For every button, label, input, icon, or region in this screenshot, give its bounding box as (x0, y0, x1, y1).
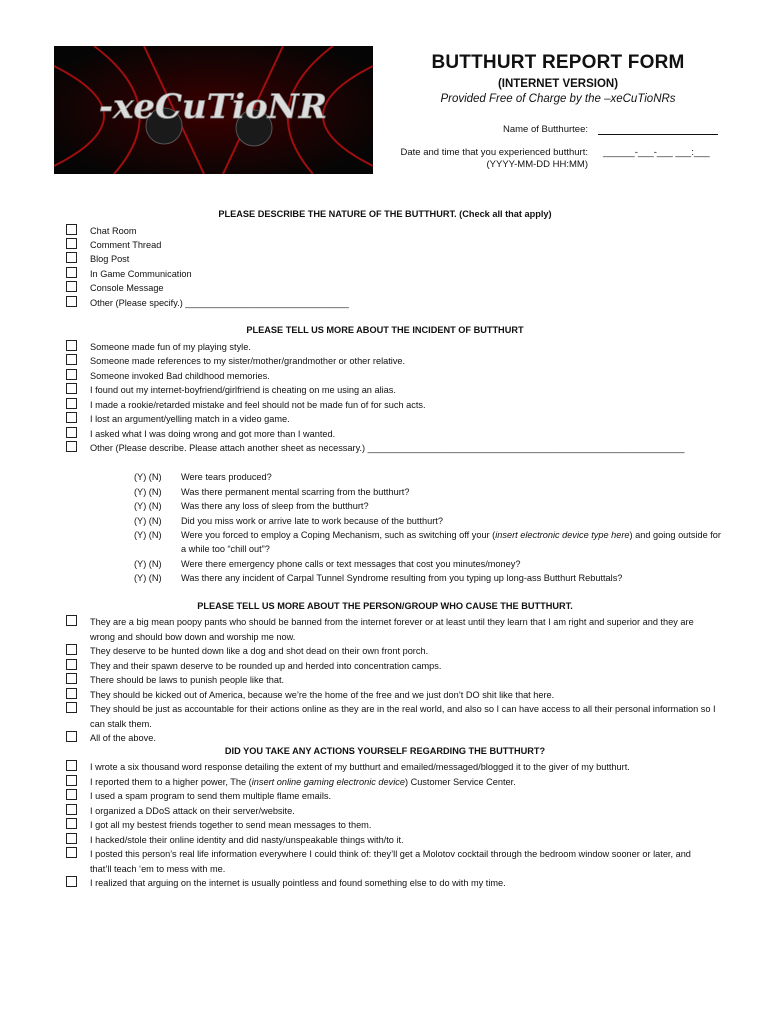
question-text: a while too “chill out”? (181, 544, 270, 554)
option-label: I found out my internet-boyfriend/girlfriend is cheating on me using an alias. (90, 385, 396, 395)
checkbox[interactable] (66, 224, 77, 235)
option-label: I reported them to a higher power, The (insert online gaming electronic device) Customer Service Center. (90, 777, 516, 787)
checkbox[interactable] (66, 412, 77, 423)
option-label: I asked what I was doing wrong and got more than I wanted. (90, 429, 336, 439)
name-field-label: Name of Butthurtee: (502, 124, 588, 135)
form-subtitle: (INTERNET VERSION) (497, 78, 619, 90)
option-label: Chat Room (90, 226, 137, 236)
option-label: I posted this person’s real life information everywhere I could think of: they’ll get a Molotov cocktail through the bedroom window sooner or later, and that’ll teach ‘em to mess with me. (90, 849, 691, 874)
option-label: They should be kicked out of America, because we’re the home of the free and we just don’t DO shit like that here. (90, 690, 555, 700)
logo-text: -xeCuTioNR (98, 87, 328, 127)
section-actions-heading: DID YOU TAKE ANY ACTIONS YOURSELF REGARDING THE BUTTHURT? (224, 746, 546, 756)
checkbox[interactable] (66, 252, 77, 263)
section-incident-heading: PLEASE TELL US MORE ABOUT THE INCIDENT OF BUTTHURT (246, 325, 524, 335)
checkbox[interactable] (66, 673, 77, 684)
option-label: I wrote a six thousand word response detailing the extent of my butthurt and emailed/messaged/blogged it to the giver of my butthurt. (90, 762, 630, 772)
option-label: Blog Post (90, 254, 130, 264)
option-label: In Game Communication (90, 269, 192, 279)
checkbox[interactable] (66, 267, 77, 278)
checkbox[interactable] (66, 789, 77, 800)
checkbox[interactable] (66, 731, 77, 742)
checkbox[interactable] (66, 296, 77, 307)
option-label: Someone invoked Bad childhood memories. (90, 371, 270, 381)
option-label: Console Message (90, 283, 164, 293)
datetime-field[interactable]: ______-___-___ ___:___ (603, 147, 710, 158)
yn-choice[interactable]: (Y) (N) (134, 559, 162, 569)
form-tagline: Provided Free of Charge by the –xeCuTioNRs (440, 93, 676, 105)
checkbox[interactable] (66, 818, 77, 829)
checkbox[interactable] (66, 760, 77, 771)
checkbox[interactable] (66, 644, 77, 655)
checkbox[interactable] (66, 340, 77, 351)
question-text: Were tears produced? (181, 472, 272, 482)
yn-choice[interactable]: (Y) (N) (134, 472, 162, 482)
option-label: I made a rookie/retarded mistake and feel should not be made fun of for such acts. (90, 400, 426, 410)
option-label: They are a big mean poopy pants who should be banned from the internet forever or at least until they learn that I am right and superior and they are wrong and should bow down and worship me now. (90, 617, 694, 642)
question-text: Were you forced to employ a Coping Mechanism, such as switching off your (insert electronic device type here) and going outside for (181, 530, 721, 540)
yn-choice[interactable]: (Y) (N) (134, 501, 162, 511)
option-label: Someone made references to my sister/mother/grandmother or other relative. (90, 356, 406, 366)
checkbox[interactable] (66, 833, 77, 844)
option-label: I organized a DDoS attack on their server/website. (90, 806, 295, 816)
question-text: Did you miss work or arrive late to work because of the butthurt? (181, 516, 443, 526)
checkbox[interactable] (66, 369, 77, 380)
option-label: Other (Please describe. Please attach another sheet as necessary.) ______________________________________________________________ (90, 443, 685, 453)
option-label: They and their spawn deserve to be rounded up and herded into concentration camps. (90, 661, 442, 671)
option-label: I hacked/stole their online identity and did nasty/unspeakable things with/to it. (90, 835, 404, 845)
checkbox[interactable] (66, 876, 77, 887)
option-label: There should be laws to punish people like that. (90, 675, 285, 685)
section-nature-heading: PLEASE DESCRIBE THE NATURE OF THE BUTTHURT. (Check all that apply) (218, 209, 552, 219)
yn-choice[interactable]: (Y) (N) (134, 573, 162, 583)
option-label: I lost an argument/yelling match in a video game. (90, 414, 290, 424)
checkbox[interactable] (66, 847, 77, 858)
question-text: Were there emergency phone calls or text messages that cost you minutes/money? (181, 559, 521, 569)
checkbox[interactable] (66, 238, 77, 249)
option-label: I got all my bestest friends together to send mean messages to them. (90, 820, 372, 830)
checkbox[interactable] (66, 441, 77, 452)
option-label: They should be just as accountable for their actions online as they are in the real world, and also so I can have access to all their personal information so I can stalk them. (90, 704, 716, 729)
logo-artwork (54, 46, 373, 174)
option-label: I realized that arguing on the internet is usually pointless and found something else to do with my time. (90, 878, 506, 888)
form-title: BUTTHURT REPORT FORM (431, 52, 685, 73)
checkbox[interactable] (66, 659, 77, 670)
option-label: All of the above. (90, 733, 156, 743)
checkbox[interactable] (66, 398, 77, 409)
checkbox[interactable] (66, 615, 77, 626)
option-label: I used a spam program to send them multiple flame emails. (90, 791, 332, 801)
name-field[interactable] (598, 124, 718, 135)
option-label: They deserve to be hunted down like a dog and shot dead on their own front porch. (90, 646, 429, 656)
option-label: Comment Thread (90, 240, 162, 250)
logo-banner (54, 46, 373, 174)
yn-choice[interactable]: (Y) (N) (134, 487, 162, 497)
question-text: Was there permanent mental scarring from the butthurt? (181, 487, 410, 497)
question-text: Was there any loss of sleep from the butthurt? (181, 501, 369, 511)
option-label: Someone made fun of my playing style. (90, 342, 251, 352)
checkbox[interactable] (66, 688, 77, 699)
checkbox[interactable] (66, 281, 77, 292)
section-person-heading: PLEASE TELL US MORE ABOUT THE PERSON/GROUP WHO CAUSE THE BUTTHURT. (197, 601, 573, 611)
checkbox[interactable] (66, 354, 77, 365)
datetime-field-label: Date and time that you experienced butthurt: (400, 147, 588, 158)
checkbox[interactable] (66, 427, 77, 438)
yn-choice[interactable]: (Y) (N) (134, 516, 162, 526)
checkbox[interactable] (66, 702, 77, 713)
datetime-format-hint: (YYYY-MM-DD HH:MM) (486, 159, 588, 170)
checkbox[interactable] (66, 383, 77, 394)
question-text: Was there any incident of Carpal Tunnel Syndrome resulting from you typing up long-ass Butthurt Rebuttals? (181, 573, 623, 583)
yn-choice[interactable]: (Y) (N) (134, 530, 162, 540)
checkbox[interactable] (66, 804, 77, 815)
option-label: Other (Please specify.) ________________________________ (90, 298, 349, 308)
checkbox[interactable] (66, 775, 77, 786)
